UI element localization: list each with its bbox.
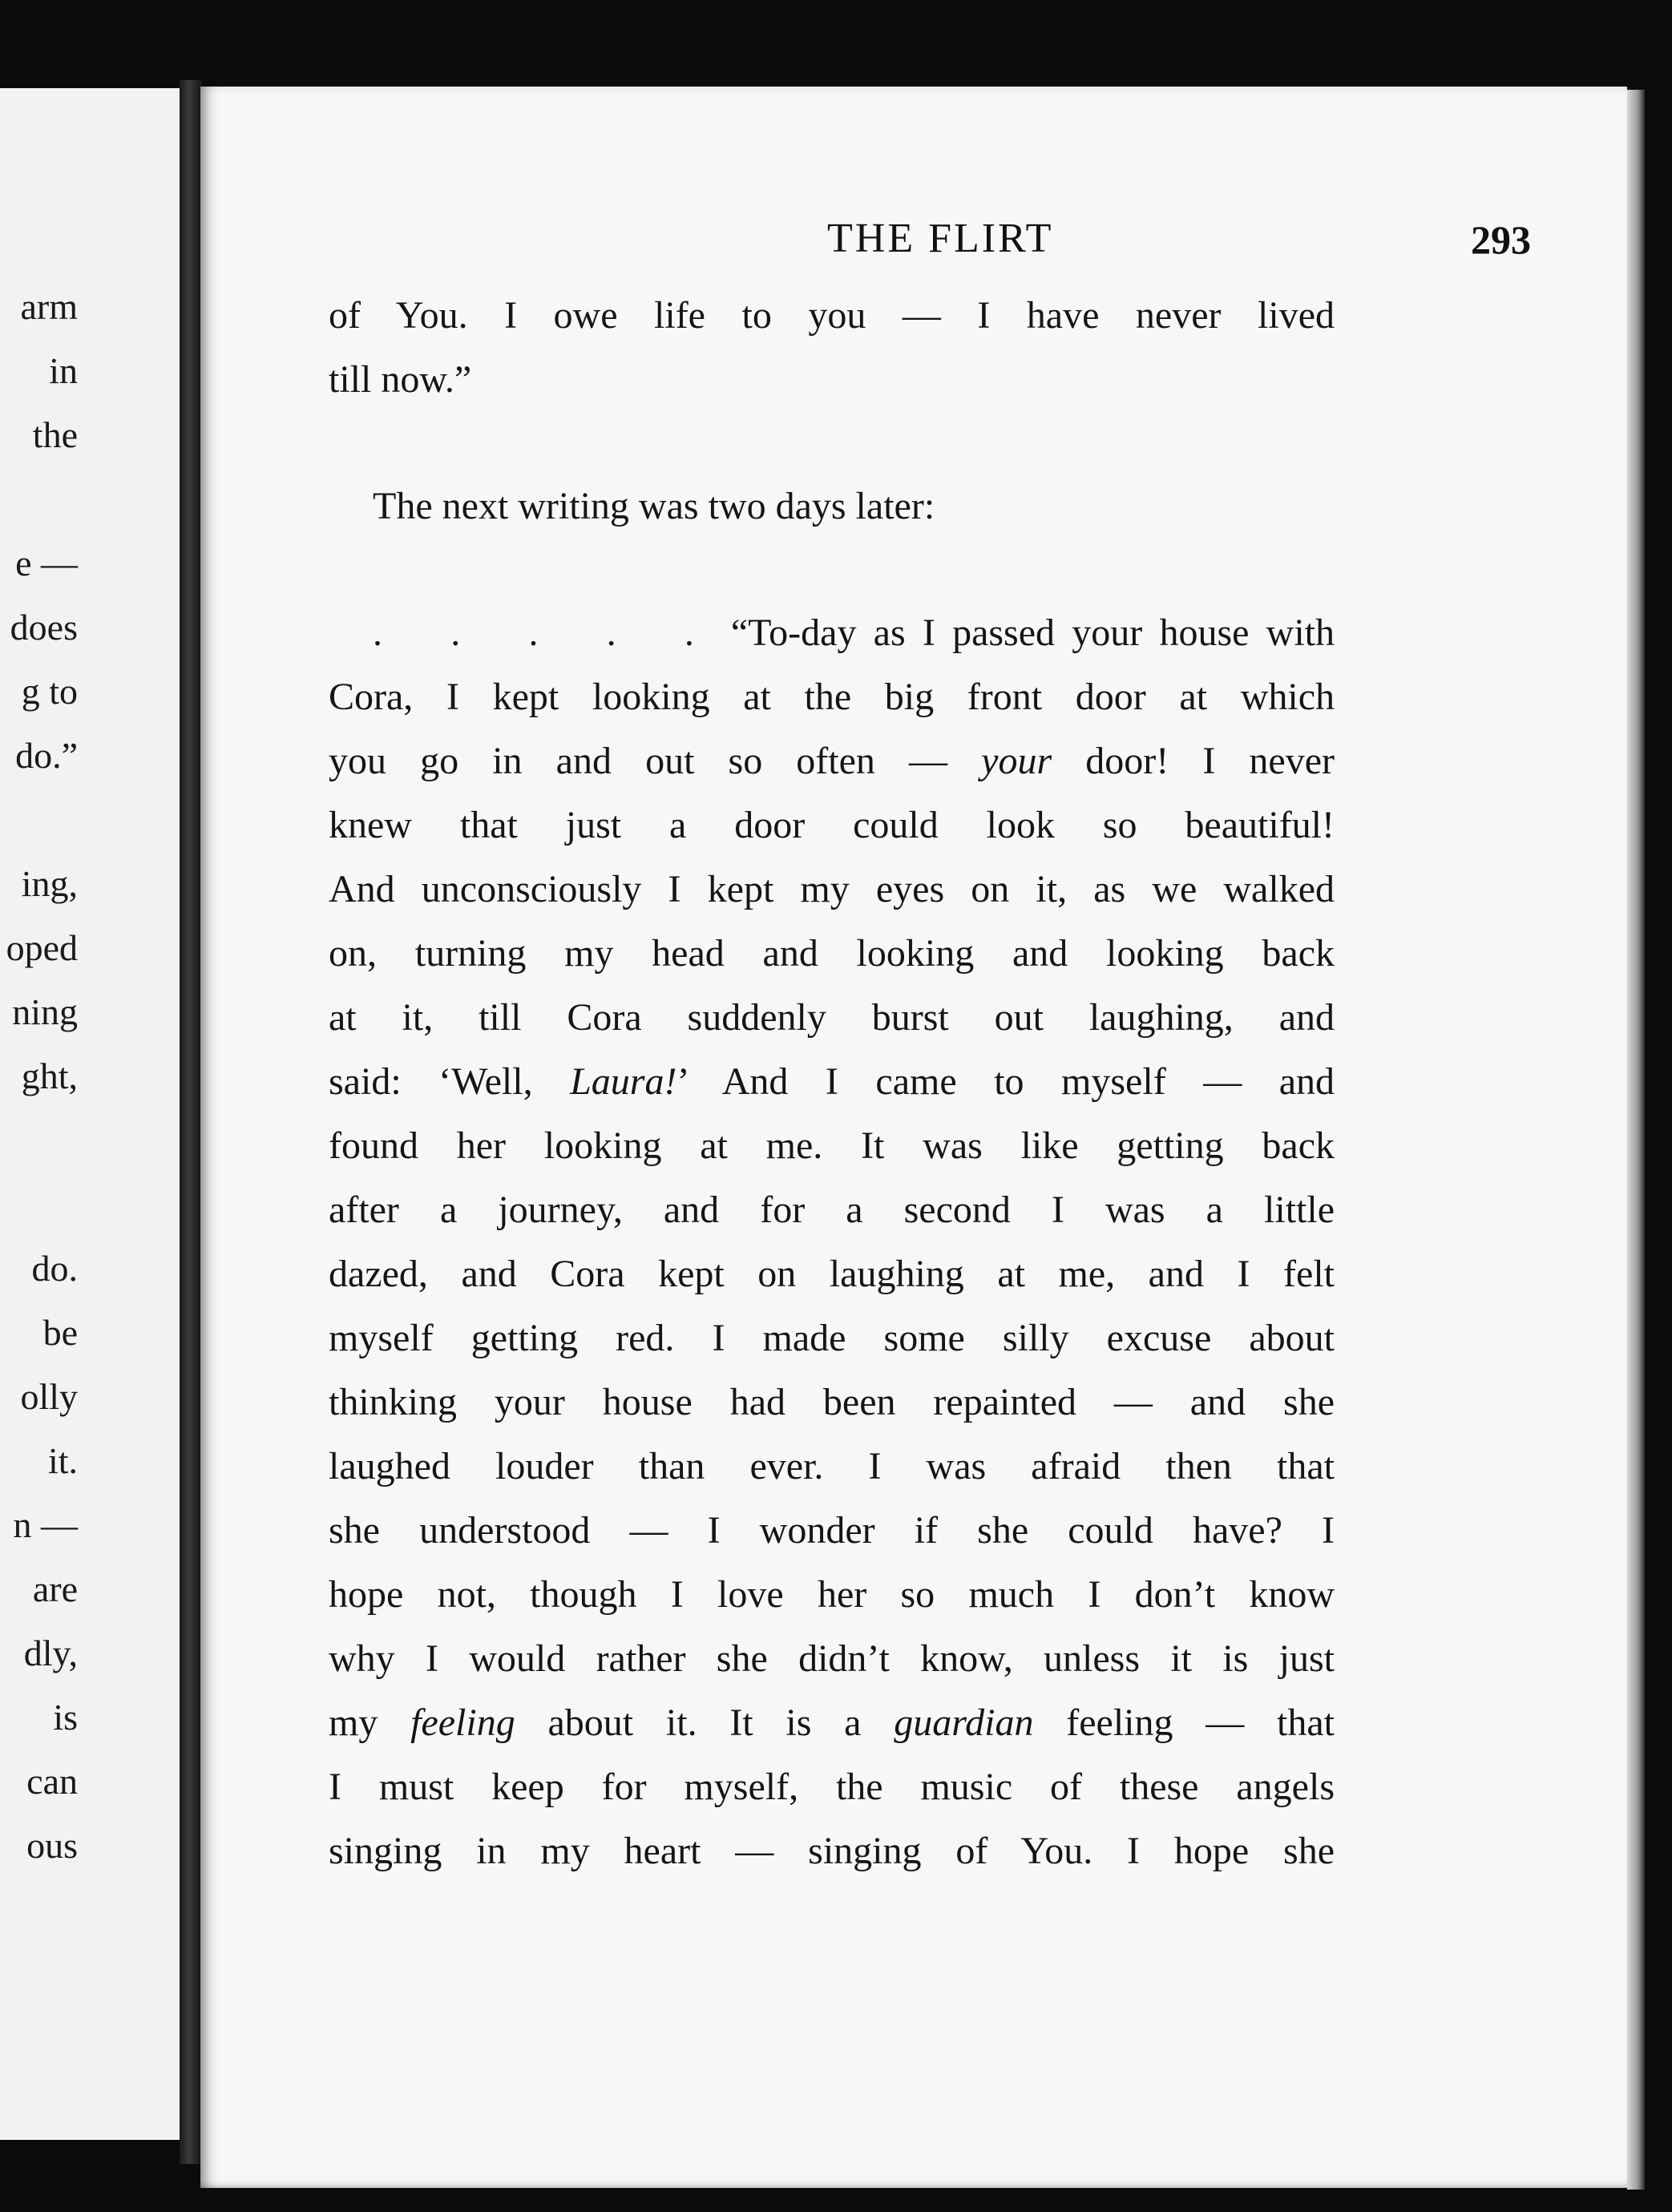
text-line: [329, 742, 1335, 781]
italic-span: Laura!: [570, 1060, 677, 1103]
text-line: singing in my heart — singing of You. I hope she: [329, 1830, 1335, 1872]
left-fragment: n —: [13, 1504, 78, 1545]
running-head: [329, 215, 1531, 271]
text-span: feeling — that: [1033, 1701, 1335, 1744]
left-fragment: ght,: [21, 1056, 78, 1096]
italic-span: your: [981, 740, 1052, 782]
text-span: “To-day as I passed your house with: [730, 612, 1335, 654]
text-line: I must keep for myself, the music of these angels: [329, 1766, 1335, 1808]
page-edge: [1627, 90, 1645, 2190]
left-fragment: are: [32, 1568, 78, 1609]
left-fragment: be: [42, 1312, 78, 1353]
text-line: on, turning my head and looking and looking back: [329, 932, 1335, 975]
left-fragment: olly: [20, 1376, 78, 1417]
running-title: THE FLIRT: [827, 216, 1054, 261]
text-line: found her looking at me. It was like getting back: [329, 1124, 1335, 1167]
ellipsis-dots: . . . . .: [373, 612, 720, 654]
text-line: knew that just a door could look so beautiful!: [329, 804, 1335, 846]
text-span: my: [329, 1701, 411, 1744]
left-fragment: ing,: [21, 863, 78, 904]
text-line: thinking your house had been repainted — and she: [329, 1381, 1335, 1423]
left-fragment: oped: [6, 927, 78, 968]
text-line: [329, 1701, 1335, 1744]
text-line: till now.”: [329, 358, 472, 401]
text-line: hope not, though I love her so much I don’t know: [329, 1573, 1335, 1616]
left-fragment: do.: [31, 1248, 78, 1289]
left-fragment: in: [49, 350, 78, 391]
italic-span: feeling: [410, 1701, 515, 1744]
left-fragment: g to: [21, 671, 78, 712]
text-line: after a journey, and for a second I was a little: [329, 1189, 1335, 1231]
text-span: about it. It is a: [515, 1701, 895, 1744]
text-line: at it, till Cora suddenly burst out laughing, and: [329, 996, 1335, 1039]
left-fragment: can: [26, 1761, 78, 1802]
text-line: [329, 1060, 1335, 1103]
left-fragment: do.”: [15, 735, 78, 776]
text-line: And unconsciously I kept my eyes on it, as we walked: [329, 868, 1335, 910]
left-fragment: e —: [15, 543, 78, 583]
text-span: you go in and out so often —: [329, 740, 982, 782]
text-line: Cora, I kept looking at the big front door at which: [329, 676, 1335, 718]
text-line: she understood — I wonder if she could have? I: [329, 1509, 1335, 1552]
text-line: of You. I owe life to you — I have never lived: [329, 294, 1335, 337]
book-gutter: [180, 80, 202, 2164]
italic-span: guardian: [894, 1701, 1034, 1744]
left-fragment: does: [10, 607, 78, 648]
text-line: dazed, and Cora kept on laughing at me, and I felt: [329, 1253, 1335, 1295]
text-span: door! I never: [1052, 740, 1335, 782]
left-fragment: dly,: [23, 1633, 78, 1673]
left-fragment: arm: [20, 286, 78, 327]
text-span: ’ And I came to myself — and: [676, 1060, 1335, 1103]
left-fragment: is: [53, 1697, 78, 1738]
text-line: The next writing was two days later:: [373, 485, 935, 527]
text-line: myself getting red. I made some silly excuse about: [329, 1317, 1335, 1359]
text-span: said: ‘Well,: [329, 1060, 571, 1103]
page-number: 293: [1471, 217, 1531, 262]
left-facing-page: [0, 88, 186, 2140]
left-fragment: the: [32, 414, 78, 455]
main-page: [200, 87, 1627, 2188]
left-fragment: ning: [12, 991, 78, 1032]
left-fragment: it.: [47, 1440, 78, 1481]
text-line: [373, 614, 1335, 652]
text-line: why I would rather she didn’t know, unless it is just: [329, 1637, 1335, 1680]
text-line: laughed louder than ever. I was afraid then that: [329, 1445, 1335, 1487]
left-fragment: ous: [26, 1825, 78, 1866]
